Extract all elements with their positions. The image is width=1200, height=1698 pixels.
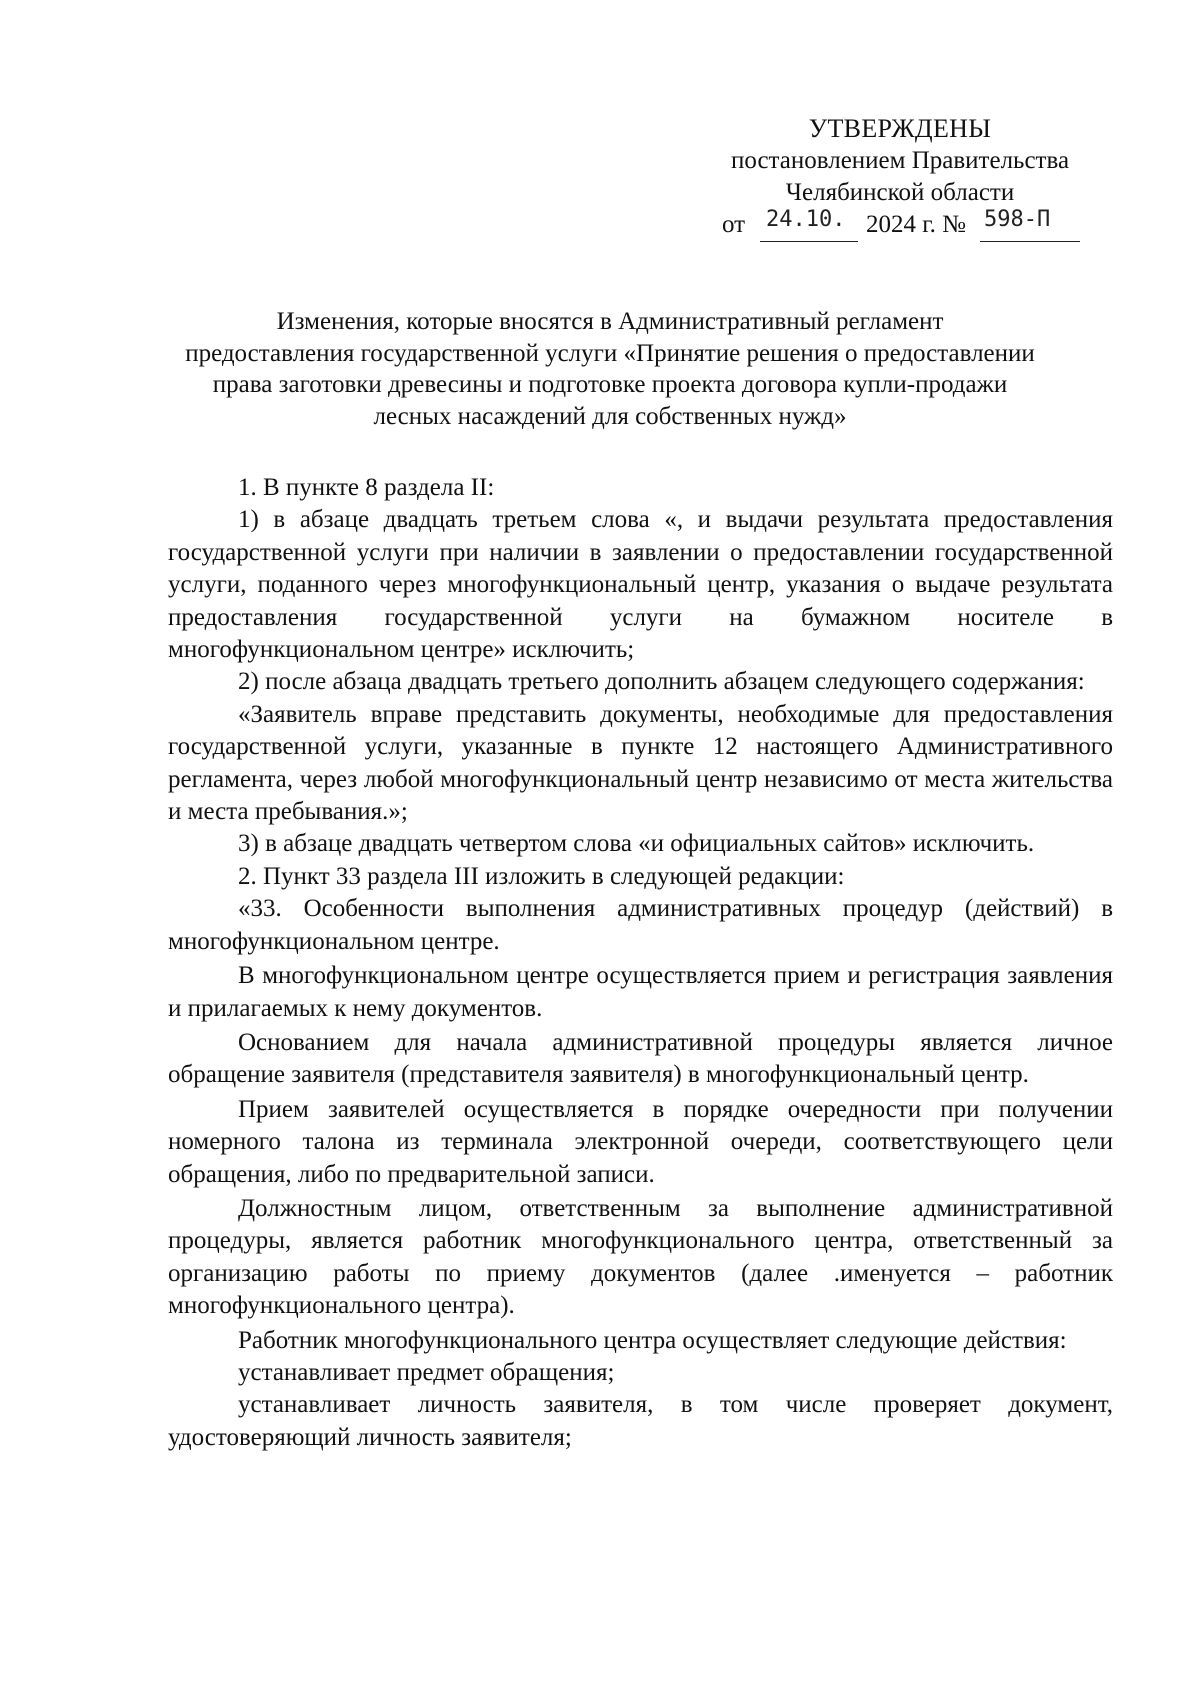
paragraph-basis: Основанием для начала административной процедуры является личное обращение заявителя (представителя заявителя) в многофункциональный центр. bbox=[168, 1028, 1113, 1089]
paragraph-subitem-3: 3) в абзаце двадцать четвертом слова «и официальных сайтов» исключить. bbox=[238, 830, 1035, 858]
title-line-1: Изменения, которые вносятся в Административный регламент bbox=[276, 308, 944, 335]
date-value: 24.10. bbox=[766, 207, 846, 232]
title-line-3: права заготовки древесины и подготовке проекта договора купли-продажи bbox=[212, 371, 1008, 398]
approval-date-line bbox=[690, 209, 1110, 245]
year-text: 2024 г. № bbox=[866, 211, 967, 238]
paragraph-quoted-addition: «Заявитель вправе представить документы, необходимые для предоставления государственной услуги, указанные в пункте 12 настоящего Административного регламента, через любой многофункциональный центр независимо от места жительства и места пребывания.»; bbox=[168, 700, 1113, 826]
title-line-4: лесных насаждений для собственных нужд» bbox=[373, 402, 847, 430]
title-line-2: предоставления государственной услуги «Принятие решения о предоставлении bbox=[185, 339, 1035, 367]
paragraph-action-1: устанавливает предмет обращения; bbox=[238, 1358, 615, 1386]
paragraph-official: Должностным лицом, ответственным за выполнение административной процедуры, является работник многофункционального центра, ответственный за организацию работы по приему документов (далее .именуется – работник многофункционального центра). bbox=[168, 1194, 1113, 1320]
paragraph-action-2: устанавливает личность заявителя, в том числе проверяет документ, удостоверяющий личность заявителя; bbox=[168, 1391, 1113, 1451]
date-underline bbox=[760, 241, 858, 242]
paragraph-item-1: 1. В пункте 8 раздела II: bbox=[238, 474, 495, 501]
approval-block bbox=[690, 113, 1110, 245]
paragraph-queue: Прием заявителей осуществляется в порядке очередности при получении номерного талона из терминала электронной очереди, соответствующего цели обращения, либо по предварительной записи. bbox=[168, 1095, 1113, 1188]
number-underline bbox=[980, 241, 1080, 242]
number-value: 598-П bbox=[984, 207, 1051, 232]
paragraph-point-33: «33. Особенности выполнения административных процедур (действий) в многофункциональном центре. bbox=[168, 895, 1113, 955]
paragraph-actions: Работник многофункционального центра осуществляет следующие действия: bbox=[238, 1326, 1067, 1354]
paragraph-reception: В многофункциональном центре осуществляется прием и регистрация заявления и прилагаемых к нему документов. bbox=[168, 962, 1113, 1022]
paragraph-subitem-2: 2) после абзаца двадцать третьего дополнить абзацем следующего содержания: bbox=[238, 668, 1085, 696]
approval-line-2: Челябинской области bbox=[785, 179, 1015, 206]
approval-line-1: постановлением Правительства bbox=[730, 147, 1070, 174]
approval-heading: УТВЕРЖДЕНЫ bbox=[808, 114, 992, 143]
date-prefix: от bbox=[722, 211, 746, 238]
document-title bbox=[140, 306, 1080, 432]
document-body bbox=[168, 472, 1113, 1454]
paragraph-subitem-1: 1) в абзаце двадцать третьем слова «, и выдачи результата предоставления государственной услуги при наличии в заявлении о предоставлении государственной услуги, поданного через многофункциональный центр, указания о выдаче результата предоставления государственной услуги на бумажном носителе в многофункциональном центре» исключить; bbox=[168, 506, 1113, 664]
paragraph-item-2: 2. Пункт 33 раздела III изложить в следующей редакции: bbox=[238, 862, 845, 890]
